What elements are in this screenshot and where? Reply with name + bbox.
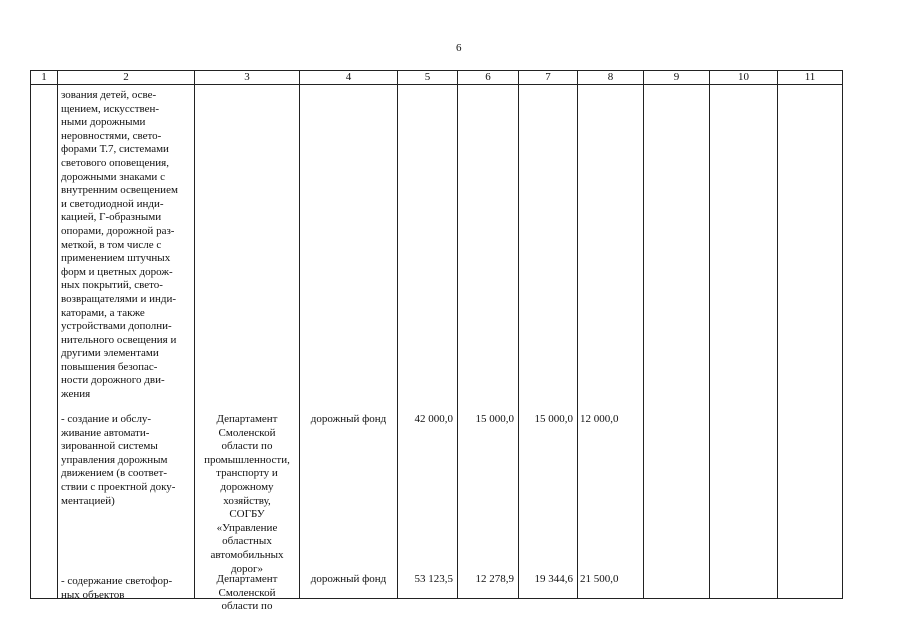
intro-line: возвращателями и инди- bbox=[61, 292, 177, 305]
cell-source bbox=[300, 85, 398, 599]
description-line: управления дорожным bbox=[61, 453, 168, 466]
description-line: - создание и обслу- bbox=[61, 413, 152, 425]
column-header: 9 bbox=[644, 71, 710, 85]
intro-line: меткой, в том числе с bbox=[61, 238, 162, 251]
executor-line: транспорту и bbox=[216, 467, 278, 480]
page-number: 6 bbox=[456, 42, 462, 54]
row-1-source: дорожный фонд bbox=[310, 413, 387, 425]
executor-line: хозяйству, bbox=[223, 494, 271, 507]
executor-line: дорожному bbox=[220, 480, 274, 493]
intro-line: щением, искусствен- bbox=[61, 102, 160, 115]
description-line: ствии с проектной доку- bbox=[61, 480, 176, 493]
executor-line: «Управление bbox=[216, 521, 278, 534]
row-1-total: 42 000,0 bbox=[414, 413, 453, 425]
column-header: 3 bbox=[195, 71, 300, 85]
row-1-description bbox=[58, 411, 194, 508]
cell-col10 bbox=[710, 85, 778, 599]
table-row bbox=[31, 85, 843, 599]
cell-total bbox=[398, 85, 458, 599]
cell-col11 bbox=[778, 85, 843, 599]
intro-line: светового оповещения, bbox=[61, 156, 169, 169]
executor-line: областных bbox=[222, 535, 272, 548]
cell-description bbox=[58, 85, 195, 599]
intro-line: повышения безопас- bbox=[61, 360, 158, 373]
row-2-year3: 21 500,0 bbox=[580, 573, 619, 585]
executor-line: Смоленской bbox=[218, 426, 276, 439]
cell-col9 bbox=[644, 85, 710, 599]
intro-line: форм и цветных дорож- bbox=[61, 265, 173, 278]
column-header: 8 bbox=[578, 71, 644, 85]
cell-year2 bbox=[519, 85, 578, 599]
executor-line: области по bbox=[221, 440, 273, 453]
description-line: движением (в соответ- bbox=[61, 467, 168, 480]
cell-year3 bbox=[578, 85, 644, 599]
description-line: зированной системы bbox=[61, 440, 158, 453]
intro-line: другими элементами bbox=[61, 347, 159, 360]
intro-line: опорами, дорожной раз- bbox=[61, 224, 175, 237]
row-2-executor bbox=[195, 573, 299, 614]
column-header: 2 bbox=[58, 71, 195, 85]
intro-line: применением штучных bbox=[61, 252, 171, 265]
row-2-year2: 19 344,6 bbox=[534, 573, 573, 585]
executor-line: области по bbox=[221, 600, 273, 613]
row-1-year2: 15 000,0 bbox=[534, 413, 573, 425]
intro-line: жения bbox=[61, 388, 91, 401]
measures-table bbox=[30, 70, 843, 613]
row-2-year1: 12 278,9 bbox=[475, 573, 514, 585]
row-2-source: дорожный фонд bbox=[310, 573, 387, 585]
row-2-total: 53 123,5 bbox=[414, 573, 453, 585]
intro-text bbox=[58, 87, 194, 402]
intro-line: ных покрытий, свето- bbox=[61, 279, 163, 292]
intro-line: каторами, а также bbox=[61, 306, 145, 319]
executor-line: промышленности, bbox=[204, 453, 290, 466]
executor-line: дорог» bbox=[230, 562, 264, 575]
intro-line: неровностями, свето- bbox=[61, 129, 162, 142]
column-header: 11 bbox=[778, 71, 843, 85]
column-header: 6 bbox=[458, 71, 519, 85]
column-header: 4 bbox=[300, 71, 398, 85]
intro-line: ности дорожного дви- bbox=[61, 374, 165, 387]
description-line: живание автомати- bbox=[61, 426, 150, 439]
intro-line: устройствами дополни- bbox=[61, 320, 172, 333]
row-2-description bbox=[58, 573, 194, 602]
executor-line: Департамент bbox=[216, 413, 278, 425]
row-1-year1: 15 000,0 bbox=[475, 413, 514, 425]
column-header: 1 bbox=[31, 71, 58, 85]
intro-line: дорожными знаками с bbox=[61, 170, 165, 183]
intro-line: ными дорожными bbox=[61, 116, 146, 129]
executor-line: Смоленской bbox=[218, 586, 276, 599]
intro-line: и светодиодной инди- bbox=[61, 197, 164, 210]
cell-executor bbox=[195, 85, 300, 613]
executor-line: автомобильных bbox=[210, 548, 284, 561]
column-header: 10 bbox=[710, 71, 778, 85]
row-1-executor bbox=[195, 413, 299, 576]
description-line: ментацией) bbox=[61, 494, 115, 507]
column-header: 5 bbox=[398, 71, 458, 85]
intro-line: кацией, Г-образными bbox=[61, 211, 162, 224]
description-line: ных объектов bbox=[61, 588, 125, 601]
column-number-row bbox=[31, 71, 843, 85]
cell-year1 bbox=[458, 85, 519, 599]
description-line: - содержание светофор- bbox=[61, 575, 173, 587]
executor-line: СОГБУ bbox=[229, 508, 265, 521]
cell-col1 bbox=[31, 85, 58, 599]
row-1-year3: 12 000,0 bbox=[580, 413, 619, 425]
intro-line: внутренним освещением bbox=[61, 184, 178, 197]
intro-line: зования детей, осве- bbox=[61, 89, 157, 101]
executor-line: Департамент bbox=[216, 573, 278, 585]
intro-line: форами Т.7, системами bbox=[61, 143, 169, 156]
column-header: 7 bbox=[519, 71, 578, 85]
intro-line: нительного освещения и bbox=[61, 333, 177, 346]
